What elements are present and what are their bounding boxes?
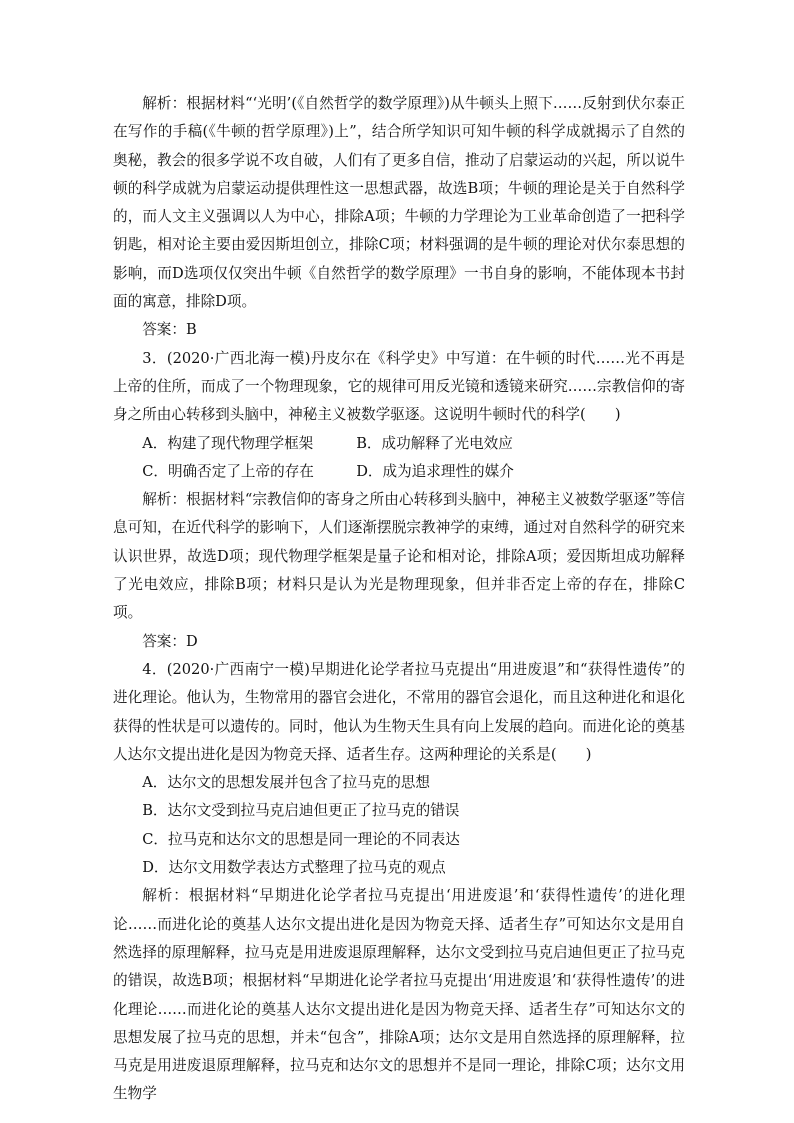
question-3-stem: 3．(2020·广西北海一模)丹皮尔在《科学史》中写道：在牛顿的时代……光不再是上帝的住所，而成了一个物理现象，它的规律可用反光镜和透镜来研究……宗教信仰的寄身之所由心转移到头脑中，神秘主义被数学驱逐。这说明牛顿时代的科学( ) bbox=[113, 349, 685, 424]
q3-option-d: D．成为追求理性的媒介 bbox=[356, 462, 514, 480]
q3-options-row-1 bbox=[113, 430, 685, 458]
q3-option-a: A．构建了现代物理学框架 bbox=[142, 434, 314, 452]
analysis-paragraph-q3: 解析：根据材料“宗教信仰的寄身之所由心转移到头脑中，神秘主义被数学驱逐”等信息可知，在近代科学的影响下，人们逐渐摆脱宗教神学的束缚，通过对自然科学的研究来认识世界，故选D项；现代物理学框架是量子论和相对论，排除A项；爱因斯坦成功解释了光电效应，排除B项；材料只是认为光是物理现象，但并非否定上帝的存在，排除C项。 bbox=[113, 491, 685, 622]
q3-options-row-2 bbox=[113, 458, 685, 486]
q4-option-d: D．达尔文用数学表达方式整理了拉马克的观点 bbox=[142, 859, 446, 877]
analysis-paragraph-q4: 解析：根据材料“早期进化论学者拉马克提出‘用进废退’和‘获得性遗传’的进化理论……而进化论的奠基人达尔文提出进化是因为物竞天择、适者生存”可知达尔文是用自然选择的原理解释，拉马克是用进废退原理解释，达尔文受到拉马克启迪但更正了拉马克的错误，故选B项；根据材料“早期进化论学者拉马克提出‘用进废退’和‘获得性遗传’的进化理论……而进化论的奠基人达尔文提出进化是因为物竞天择、适者生存”可知达尔文的思想发展了拉马克的思想，并未“包含”，排除A项；达尔文是用自然选择的原理解释，拉马克是用进废退原理解释，拉马克和达尔文的思想并不是同一理论，排除C项；达尔文用生物学 bbox=[113, 887, 685, 1103]
document-page bbox=[113, 90, 685, 1109]
answer-q2: 答案：B bbox=[142, 321, 197, 339]
q3-option-b: B．成功解释了光电效应 bbox=[356, 434, 513, 452]
q4-option-b: B．达尔文受到拉马克启迪但更正了拉马克的错误 bbox=[142, 802, 460, 820]
answer-q3: 答案：D bbox=[142, 632, 198, 650]
analysis-paragraph-q2: 解析：根据材料“‘光明’(《自然哲学的数学原理》)从牛顿头上照下……反射到伏尔泰正在写作的手稿(《牛顿的哲学原理》)上”，结合所学知识可知牛顿的科学成就揭示了自然的奥秘，教会的很多学说不攻自破，人们有了更多自信，推动了启蒙运动的兴起，所以说牛顿的科学成就为启蒙运动提供理性这一思想武器，故选B项；牛顿的理论是关于自然科学的，而人文主义强调以人为中心，排除A项；牛顿的力学理论为工业革命创造了一把科学钥匙，相对论主要由爱因斯坦创立，排除C项；材料强调的是牛顿的理论对伏尔泰思想的影响，而D选项仅仅突出牛顿《自然哲学的数学原理》一书自身的影响，不能体现本书封面的寓意，排除D项。 bbox=[113, 95, 685, 311]
question-4-stem: 4．(2020·广西南宁一模)早期进化论学者拉马克提出“用进废退”和“获得性遗传”的进化理论。他认为，生物常用的器官会进化，不常用的器官会退化，而且这种进化和退化获得的性状是可以遗传的。同时，他认为生物天生具有向上发展的趋向。而进化论的奠基人达尔文提出进化是因为物竞天择、适者生存。这两种理论的关系是( ) bbox=[113, 660, 685, 763]
q4-option-a: A．达尔文的思想发展并包含了拉马克的思想 bbox=[142, 774, 431, 792]
q3-option-c: C．明确否定了上帝的存在 bbox=[142, 462, 314, 480]
q4-option-c: C．拉马克和达尔文的思想是同一理论的不同表达 bbox=[142, 830, 460, 848]
